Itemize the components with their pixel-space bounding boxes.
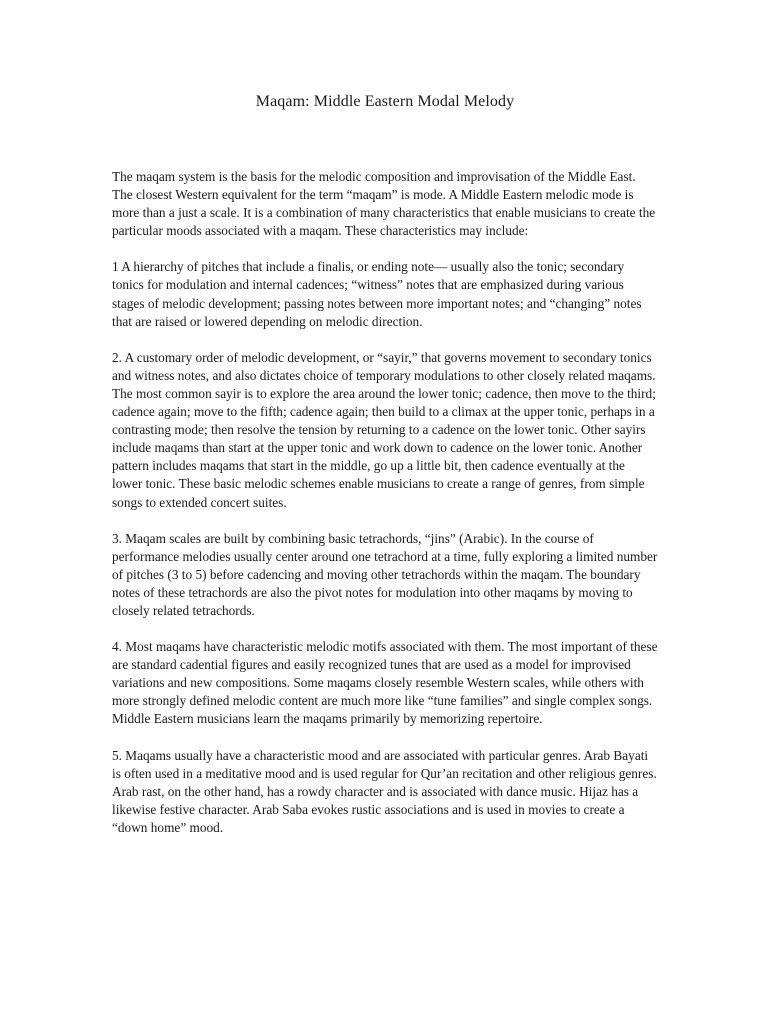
paragraph-1-hierarchy: 1 A hierarchy of pitches that include a finalis, or ending note— usually also the tonic; secondary tonics for modulation and internal cadences; “witness” notes that are emphasized during various stages of melodic development; passing notes between more important notes; and “changing” notes that are raised or lowered depending on melodic direction. xyxy=(112,259,642,329)
document-body xyxy=(112,168,658,855)
document-page xyxy=(112,0,658,1024)
paragraph-5-mood: 5. Maqams usually have a characteristic mood and are associated with particular genres. Arab Bayati is often used in a meditative mood and is used regular for Qur’an recitation and other religious genres. Arab rast, on the other hand, has a rowdy character and is associated with dance music. Hijaz has a likewise festive character. Arab Saba evokes rustic associations and is used in movies to create a “down home” mood. xyxy=(112,747,657,835)
intro-paragraph: The maqam system is the basis for the melodic composition and improvisation of the Middle East. The closest Western equivalent for the term “maqam” is mode. A Middle Eastern melodic mode is more than a just a scale. It is a combination of many characteristics that enable musicians to create the particular moods associated with a maqam. These characteristics may include: xyxy=(112,169,656,239)
paragraph-3-tetrachords: 3. Maqam scales are built by combining basic tetrachords, “jins” (Arabic). In the course of performance melodies usually center around one tetrachord at a time, fully exploring a limited number of pitches (3 to 5) before cadencing and moving other tetrachords within the maqam. The boundary notes of these tetrachords are also the pivot notes for modulation into other maqams by moving to closely related tetrachords. xyxy=(112,530,658,618)
document-title: Maqam: Middle Eastern Modal Melody xyxy=(255,93,515,110)
paragraph-4-motifs: 4. Most maqams have characteristic melodic motifs associated with them. The most important of these are standard cadential figures and easily recognized tunes that are used as a model for improvised variations and new compositions. Some maqams closely resemble Western scales, while others with more strongly defined melodic content are much more like “tune families” and single complex songs. Middle Eastern musicians learn the maqams primarily by memorizing repertoire. xyxy=(112,639,658,727)
paragraph-2-sayir: 2. A customary order of melodic development, or “sayir,” that governs movement to secondary tonics and witness notes, and also dictates choice of temporary modulations to other closely related maqams. The most common sayir is to explore the area around the lower tonic; cadence, then move to the third; cadence again; move to the fifth; cadence again; then build to a climax at the upper tonic, perhaps in a contrasting mode; then resolve the tension by returning to a cadence on the lower tonic. Other sayirs include maqams than start at the upper tonic and work down to cadence on the lower tonic. Another pattern includes maqams that start in the middle, go up a little bit, then cadence eventually at the lower tonic. These basic melodic schemes enable musicians to create a range of genres, from simple songs to extended concert suites. xyxy=(112,349,656,510)
